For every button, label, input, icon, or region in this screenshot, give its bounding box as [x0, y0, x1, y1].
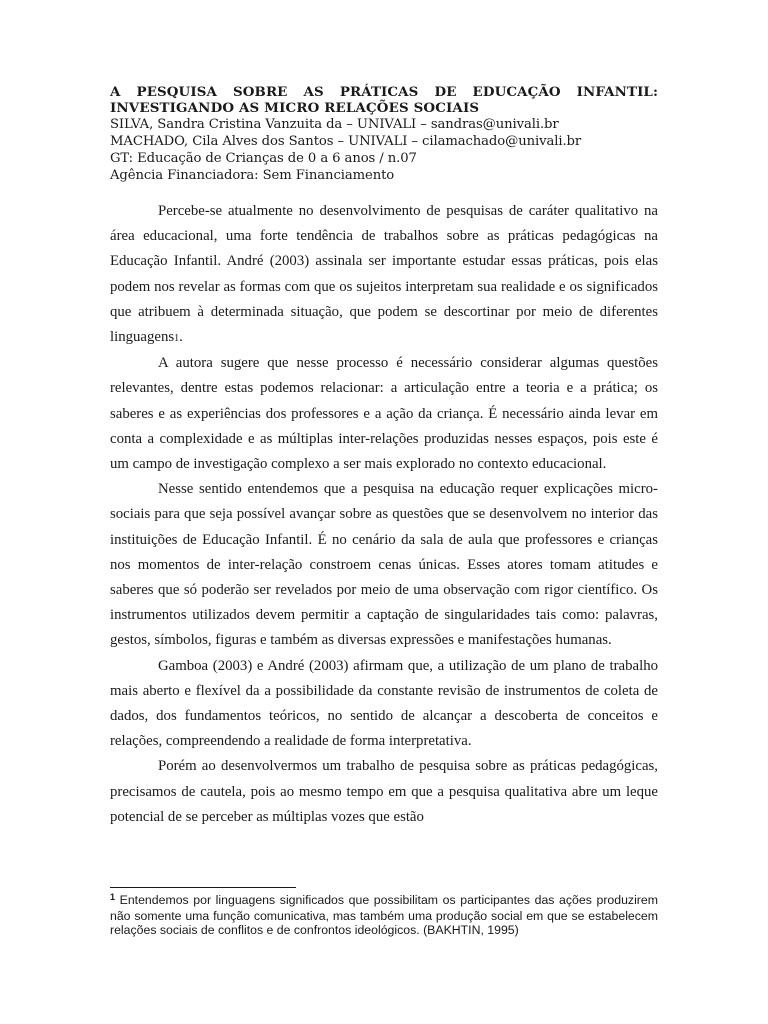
body-text: [110, 199, 658, 830]
paragraph-1: [110, 199, 658, 351]
paper-title-line-2: INVESTIGANDO AS MICRO RELAÇÕES SOCIAIS: [110, 100, 480, 116]
author-2: MACHADO, Cila Alves dos Santos – UNIVALI – cilamachado@univali.br: [110, 134, 582, 149]
author-1: SILVA, Sandra Cristina Vanzuita da – UNIVALI – sandras@univali.br: [110, 117, 559, 132]
paragraph-1-text: Percebe-se atualmente no desenvolvimento de pesquisas de caráter qualitativo na área educacional, uma forte tendência de trabalhos sobre as práticas pedagógicas na Educação Infantil. André (2003) assinala ser importante estudar essas práticas, pois elas podem nos revelar as formas com que os sujeitos interpretam sua realidade e os significados que atribuem à determinada situação, que podem se descortinar por meio de diferentes linguagens: [110, 203, 658, 346]
paragraph-1-end: .: [179, 329, 183, 346]
footnote-text: Entendemos por linguagens significados que possibilitam os participantes das ações produzirem não somente uma função comunicativa, mas também uma produção social em que se estabelecem relações sociais de conflitos e de confrontos ideológicos. (BAKHTIN, 1995): [110, 893, 658, 938]
footnote-separator: [110, 887, 296, 888]
document-page: [110, 84, 658, 830]
paper-title-line-1: A PESQUISA SOBRE AS PRÁTICAS DE EDUCAÇÃO INFANTIL:: [110, 84, 658, 100]
paragraph-4: Gamboa (2003) e André (2003) afirmam que, a utilização de um plano de trabalho mais aberto e flexível da a possibilidade da constante revisão de instrumentos de coleta de dados, dos fundamentos teóricos, no sentido de alcançar a descoberta de conceitos e relações, compreendendo a realidade de forma interpretativa.: [110, 657, 658, 750]
paragraph-2: A autora sugere que nesse processo é necessário considerar algumas questões relevantes, dentre estas podemos relacionar: a articulação entre a teoria e a prática; os saberes e as experiências dos professores e a ação da criança. É necessário ainda levar em conta a complexidade e as múltiplas inter-relações produzidas nesses espaços, pois este é um campo de investigação complexo a ser mais explorado no contexto educacional.: [110, 355, 658, 473]
paragraph-5: Porém ao desenvolvermos um trabalho de pesquisa sobre as práticas pedagógicas, precisamos de cautela, pois ao mesmo tempo em que a pesquisa qualitativa abre um leque potencial de se perceber as múltiplas vozes que estão: [110, 758, 658, 825]
funding-agency: Agência Financiadora: Sem Financiamento: [110, 168, 395, 183]
paragraph-3: Nesse sentido entendemos que a pesquisa na educação requer explicações micro-sociais para que seja possível avançar sobre as questões que se desenvolvem no interior das instituições de Educação Infantil. É no cenário da sala de aula que professores e crianças nos momentos de inter-relação constroem cenas únicas. Esses atores tomam atitudes e saberes que só poderão ser revelados por meio de uma observação com rigor científico. Os instrumentos utilizados devem permitir a captação de singularidades tais como: palavras, gestos, símbolos, figuras e também as diversas expressões e manifestações humanas.: [110, 481, 658, 649]
footnote-mark: 1: [110, 892, 116, 902]
footnote-reference[interactable]: 1: [174, 333, 180, 345]
working-group: GT: Educação de Crianças de 0 a 6 anos / n.07: [110, 151, 417, 166]
footnote: [110, 893, 658, 938]
